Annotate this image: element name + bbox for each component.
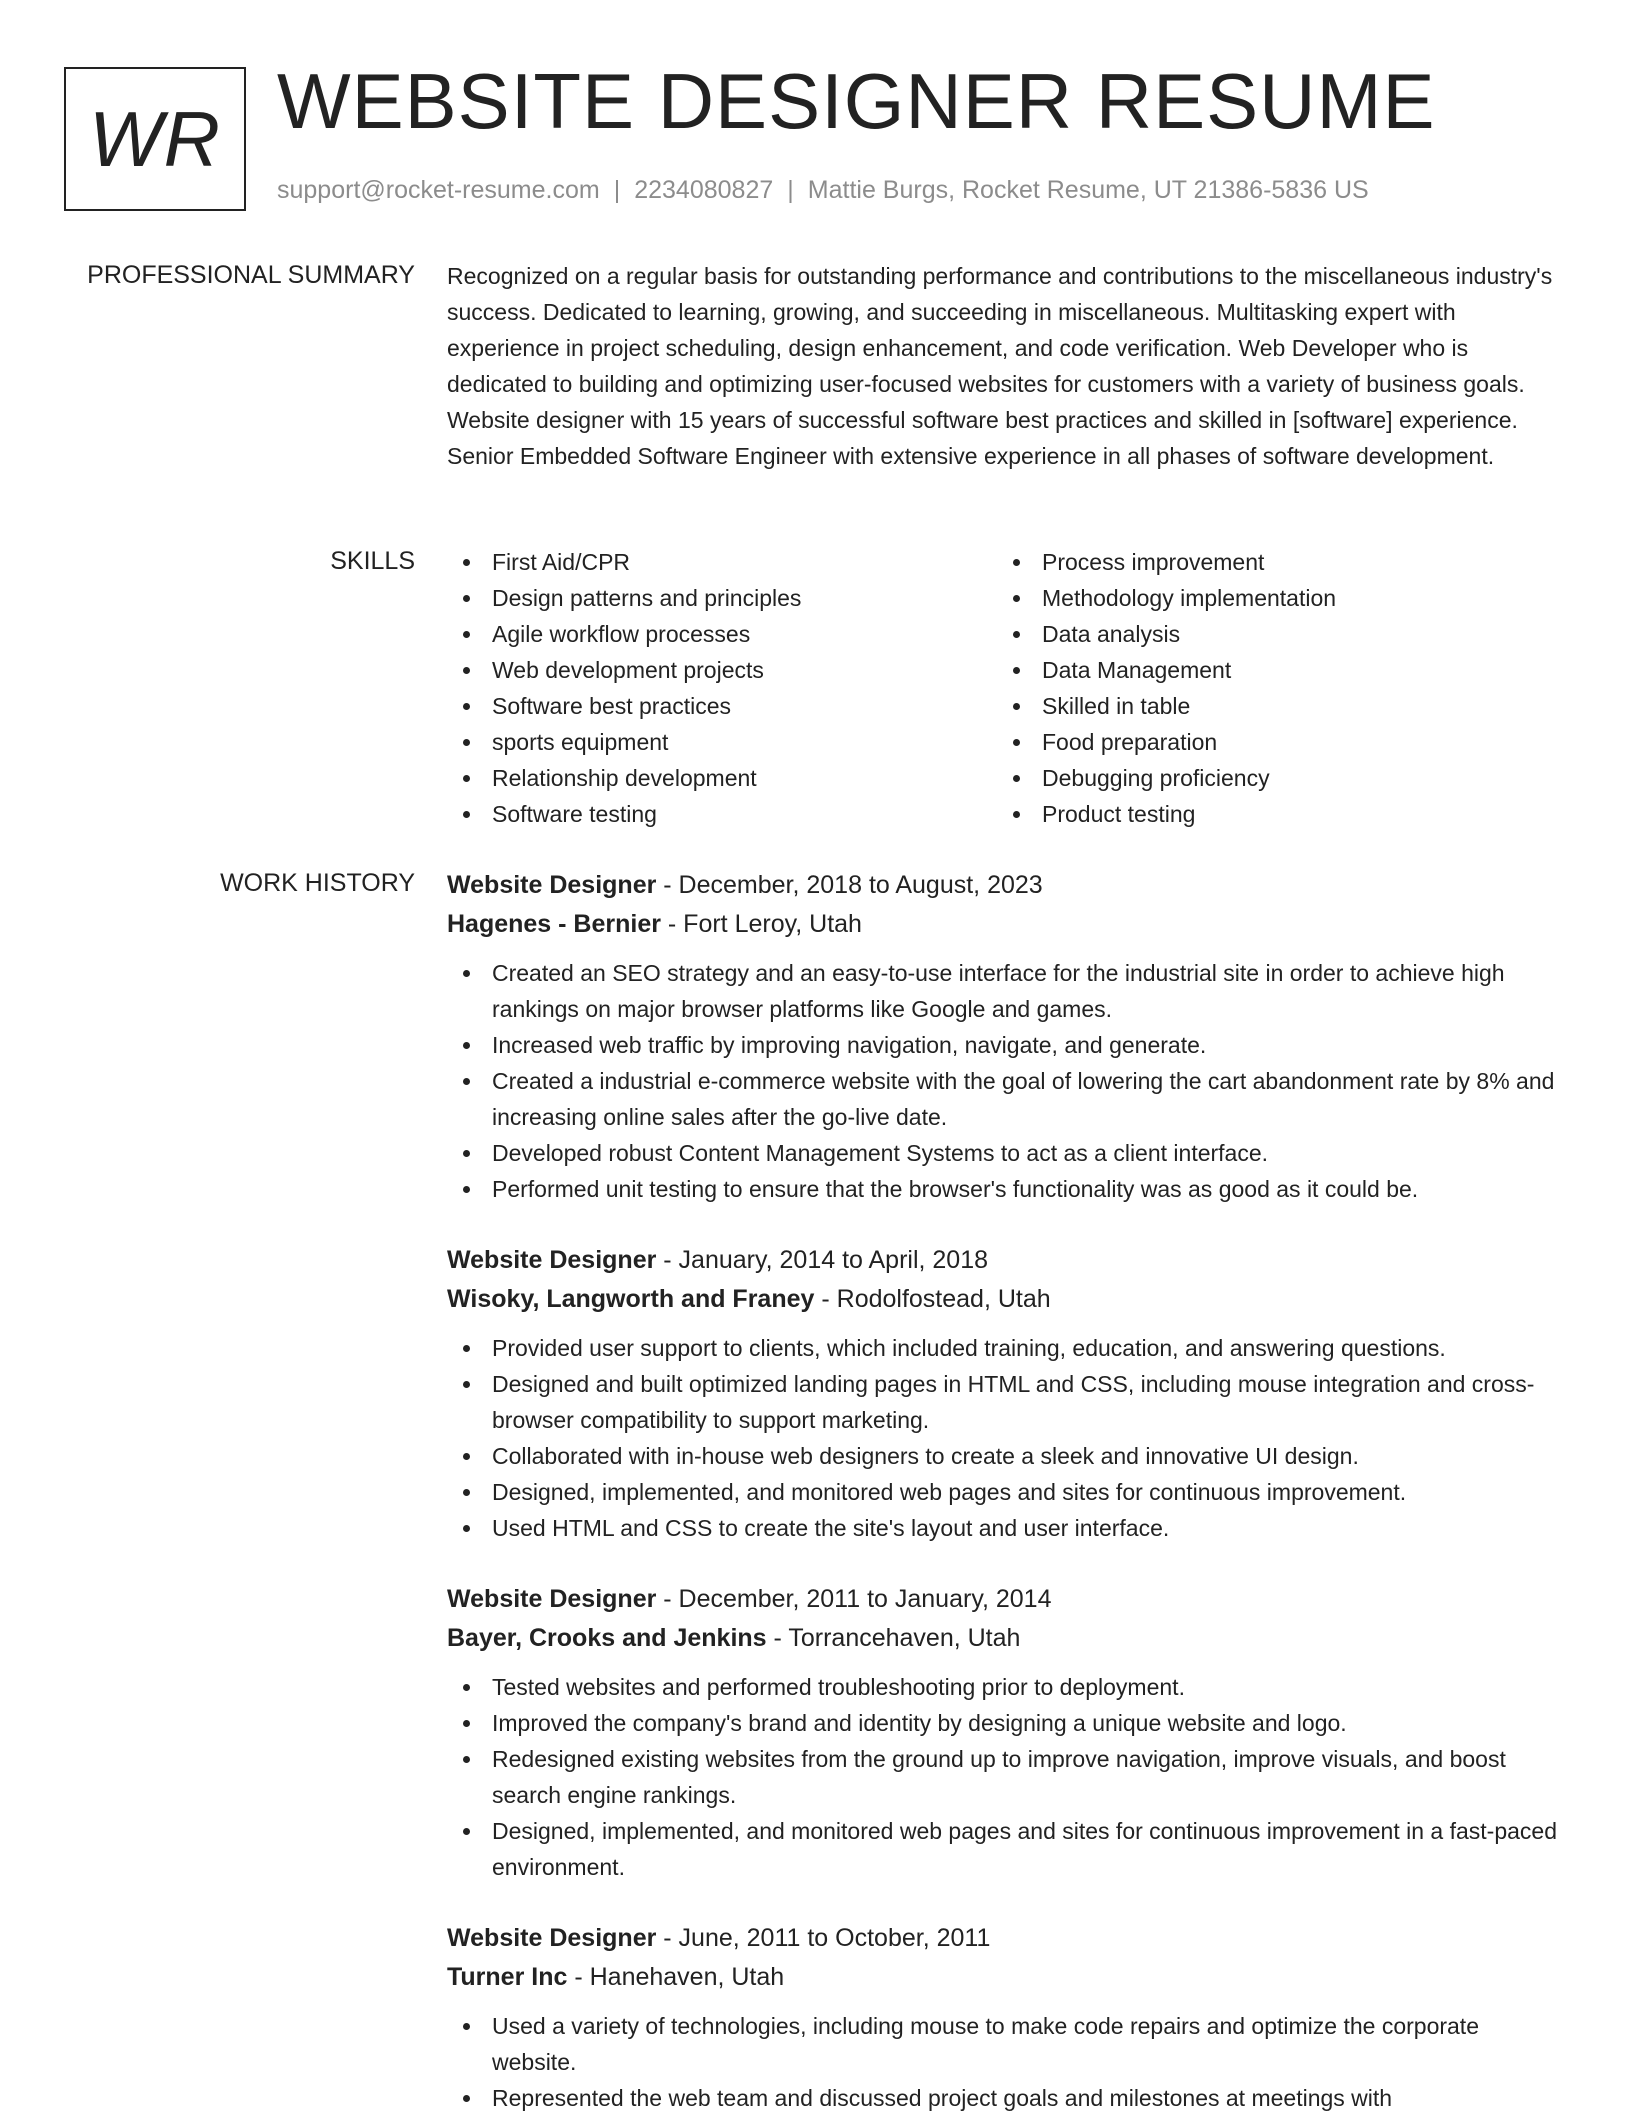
job-location: - Torrancehaven, Utah <box>766 1624 1021 1652</box>
job-employer <box>447 905 1567 944</box>
skill-item: Software best practices <box>447 688 997 724</box>
summary-content <box>447 258 1567 474</box>
job-dates: - June, 2011 to October, 2011 <box>656 1924 991 1952</box>
job-title: Website Designer <box>447 1246 657 1274</box>
job-title: Website Designer <box>447 871 657 899</box>
job-dates: - December, 2018 to August, 2023 <box>656 871 1043 899</box>
summary-text: Recognized on a regular basis for outstanding performance and contributions to the miscellaneous industry's success. Dedicated to learning, growing, and succeeding in miscellaneous. Multitasking expert with experience in project scheduling, design enhancement, and code verification. Web Developer who is dedicated to building and optimizing user-focused websites for customers with a variety of business goals. Website designer with 15 years of successful software best practices and skilled in [software] experience. Senior Embedded Software Engineer with extensive experience in all phases of software development. <box>447 263 1553 469</box>
section-label-summary: PROFESSIONAL SUMMARY <box>87 261 415 289</box>
skill-item: sports equipment <box>447 724 997 760</box>
skill-item: Web development projects <box>447 652 997 688</box>
job-bullet: Represented the web team and discussed project goals and milestones at meetings with <box>447 2080 1567 2112</box>
job-entry <box>447 1919 1567 2112</box>
skills-column-right <box>997 544 1547 832</box>
job-bullet: Designed, implemented, and monitored web pages and sites for continuous improvement. <box>447 1474 1567 1510</box>
job-location: - Rodolfostead, Utah <box>814 1285 1051 1313</box>
contact-phone[interactable]: 2234080827 <box>634 176 774 204</box>
job-bullet: Designed and built optimized landing pages in HTML and CSS, including mouse integration and cross-browser compatibility to support marketing. <box>447 1366 1567 1438</box>
skills-column-left <box>447 544 997 832</box>
contact-separator: | <box>787 176 794 204</box>
page-title: WEBSITE DESIGNER RESUME <box>277 57 1436 145</box>
job-dates: - January, 2014 to April, 2018 <box>656 1246 989 1274</box>
contact-email[interactable]: support@rocket-resume.com <box>277 176 600 204</box>
job-location: - Fort Leroy, Utah <box>660 910 862 938</box>
monogram-logo: WR <box>64 67 246 211</box>
skill-item: Food preparation <box>997 724 1547 760</box>
job-bullet: Performed unit testing to ensure that the browser's functionality was as good as it could be. <box>447 1171 1567 1207</box>
job-employer <box>447 1958 1567 1997</box>
job-bullet: Developed robust Content Management Systems to act as a client interface. <box>447 1135 1567 1171</box>
skill-item: Design patterns and principles <box>447 580 997 616</box>
job-bullet: Used a variety of technologies, including mouse to make code repairs and optimize the corporate website. <box>447 2008 1567 2080</box>
contact-address: Mattie Burgs, Rocket Resume, UT 21386-5836 US <box>807 176 1369 204</box>
job-employer <box>447 1619 1567 1658</box>
skill-item: Debugging proficiency <box>997 760 1547 796</box>
job-bullets <box>447 955 1567 1207</box>
skill-item: Data Management <box>997 652 1547 688</box>
job-entry <box>447 866 1567 1207</box>
job-heading <box>447 1241 1567 1280</box>
job-bullet: Used HTML and CSS to create the site's layout and user interface. <box>447 1510 1567 1546</box>
skill-item: Software testing <box>447 796 997 832</box>
job-bullet: Collaborated with in-house web designers to create a sleek and innovative UI design. <box>447 1438 1567 1474</box>
work-history-content <box>447 866 1567 2112</box>
contact-line <box>277 176 1369 205</box>
job-bullet: Redesigned existing websites from the ground up to improve navigation, improve visuals, and boost search engine rankings. <box>447 1741 1567 1813</box>
skill-item: Relationship development <box>447 760 997 796</box>
skill-item: First Aid/CPR <box>447 544 997 580</box>
skill-item: Skilled in table <box>997 688 1547 724</box>
job-location: - Hanehaven, Utah <box>567 1963 785 1991</box>
contact-separator: | <box>613 176 621 204</box>
skill-item: Data analysis <box>997 616 1547 652</box>
job-bullets <box>447 1330 1567 1546</box>
job-entry <box>447 1241 1567 1546</box>
section-label-skills: SKILLS <box>330 547 415 575</box>
job-bullet: Created a industrial e-commerce website with the goal of lowering the cart abandonment rate by 8% and increasing online sales after the go-live date. <box>447 1063 1567 1135</box>
job-company: Bayer, Crooks and Jenkins <box>447 1624 767 1652</box>
job-company: Turner Inc <box>447 1963 568 1991</box>
job-heading <box>447 866 1567 905</box>
job-employer <box>447 1280 1567 1319</box>
job-bullet: Increased web traffic by improving navigation, navigate, and generate. <box>447 1027 1567 1063</box>
job-bullets <box>447 2008 1567 2112</box>
job-dates: - December, 2011 to January, 2014 <box>656 1585 1052 1613</box>
job-company: Hagenes - Bernier <box>447 910 661 938</box>
job-bullet: Tested websites and performed troubleshooting prior to deployment. <box>447 1669 1567 1705</box>
job-title: Website Designer <box>447 1585 657 1613</box>
skill-item: Methodology implementation <box>997 580 1547 616</box>
skill-item: Process improvement <box>997 544 1547 580</box>
section-label-work-history: WORK HISTORY <box>220 869 415 897</box>
skill-item: Agile workflow processes <box>447 616 997 652</box>
skills-content <box>447 544 1567 832</box>
job-title: Website Designer <box>447 1924 657 1952</box>
skill-item: Product testing <box>997 796 1547 832</box>
job-entry <box>447 1580 1567 1885</box>
job-heading <box>447 1919 1567 1958</box>
job-heading <box>447 1580 1567 1619</box>
job-bullet: Improved the company's brand and identity by designing a unique website and logo. <box>447 1705 1567 1741</box>
job-bullet: Designed, implemented, and monitored web pages and sites for continuous improvement in a fast-paced environment. <box>447 1813 1567 1885</box>
job-company: Wisoky, Langworth and Franey <box>447 1285 815 1313</box>
job-bullet: Provided user support to clients, which included training, education, and answering questions. <box>447 1330 1567 1366</box>
job-bullets <box>447 1669 1567 1885</box>
job-bullet: Created an SEO strategy and an easy-to-use interface for the industrial site in order to achieve high rankings on major browser platforms like Google and games. <box>447 955 1567 1027</box>
